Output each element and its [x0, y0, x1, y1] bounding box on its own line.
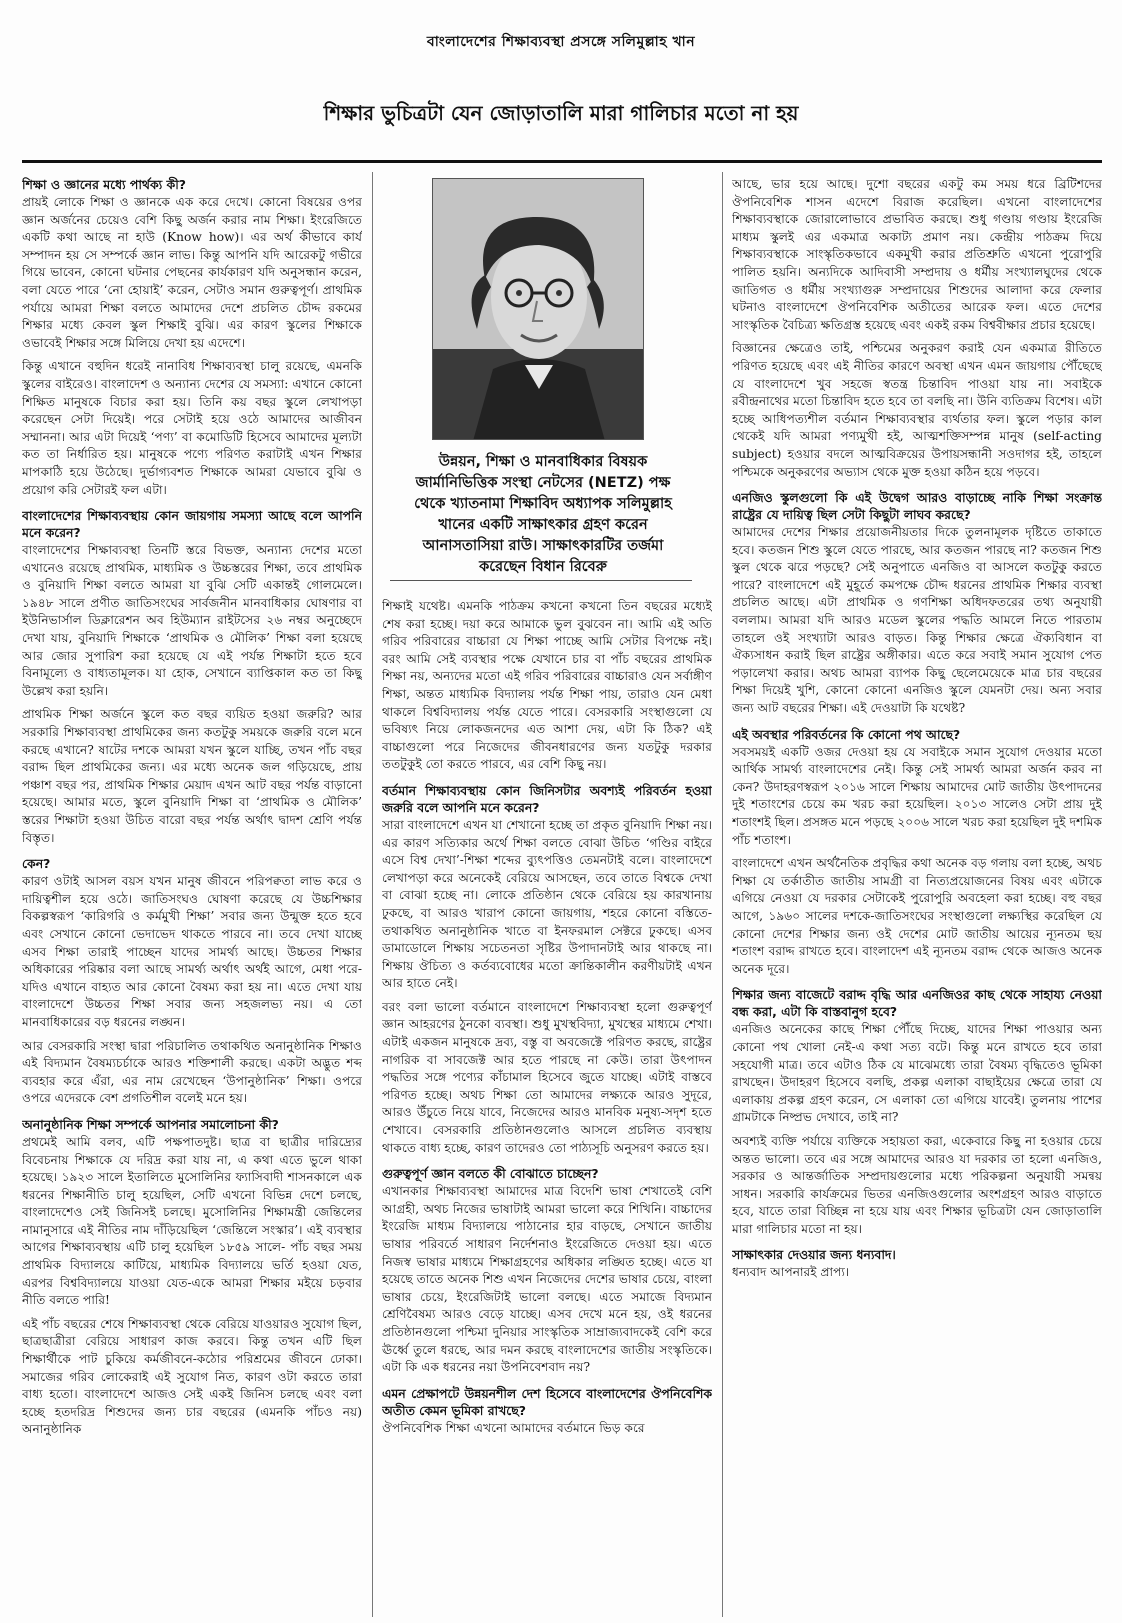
- answer-paragraph: শিক্ষাই যথেষ্ট। এমনকি পাঠক্রম কখনো কখনো তিন বছরের মধ্যেই শেষ করা হচ্ছে। দয়া করে আমাকে ভুল বুঝবেন না। আমি এই অতি গরিব পরিবারের বাচ্চারা যে শিক্ষা পাচ্ছে আমি সেটার বিপক্ষে নই। বরং আমি সেই ব্যবস্থার পক্ষে যেখানে চার বা পাঁচ বছরের প্রাথমিক শিক্ষা নয়, অন্যদের মতো এই গরিব পরিবারের বাচ্চারাও যেন সর্বাঙ্গীণ শিক্ষা, অন্তত মাধ্যমিক বিদ্যালয় পর্যন্ত শিক্ষা পায়, তারাও যেন মেধা থাকলে বিশ্ববিদ্যালয় পর্যন্ত যেতে পারে। বেসরকারি সংস্থাগুলো যে ভবিষ্যৎ নিয়ে লোকজনদের এত আশা দেয়, এটা কি ঠিক? এই বাচ্চাগুলো পরে নিজেদের জীবনধারণের জন্য যতটুকু দরকার ততটুকুই তো করতে পারবে, এর বেশি কিছু নয়।: [382, 599, 712, 772]
- column-1: [22, 176, 362, 1616]
- answer-paragraph: আর বেসরকারি সংস্থা দ্বারা পরিচালিত তথাকথিত অনানুষ্ঠানিক শিক্ষাও এই বিদ্যমান বৈষম্যচর্চাকে আরও শক্তিশালী করছে। একটা অদ্ভুত শব্দ ব্যবহার করে এঁরা, এর নাম রেখেছেন ‘উপানুষ্ঠানিক’ শিক্ষা। ওপরে ওপরে এদেরকে বেশ প্রগতিশীল বলেই মনে হয়।: [22, 1038, 362, 1106]
- question: এমন প্রেক্ষাপটে উন্নয়নশীল দেশ হিসেবে বাংলাদেশের ঔপনিবেশিক অতীত কেমন ভূমিকা রাখছে?: [382, 1385, 712, 1418]
- question: শিক্ষা ও জ্ঞানের মধ্যে পার্থক্য কী?: [22, 177, 186, 192]
- answer-paragraph: প্রথমেই আমি বলব, এটি পক্ষপাতদুষ্ট। ছাত্র বা ছাত্রীর দারিদ্র্যের বিবেচনায় শিক্ষাকে যে দরিদ্র করা যায় না, এ কথা এতে ভুলে থাকা হয়েছে। ১৯২৩ সালে ইতালিতে মুসোলিনির ফ্যাসিবাদী শাসনকালে এক ধরনের শিক্ষানীতি চালু হয়েছিল, সেটি এখনো বিভিন্ন দেশে চলছে, বাংলাদেশেও সেই জিনিসই চলছে। মুসোলিনির শিক্ষামন্ত্রী জেন্তিলের নামানুসারে এই নীতির নাম দাঁড়িয়েছিল ‘জেন্তিলে সংস্কার’। এই ব্যবস্থার আগের শিক্ষাব্যবস্থায় এটি চালু হয়েছিল ১৮৫৯ সালে- পাঁচ বছর সময় প্রাথমিক বিদ্যালয়ে কাটিয়ে, মাধ্যমিক বিদ্যালয়ে ভর্তি হওয়া যেত, এরপর বিশ্ববিদ্যালয়ে যাওয়া যেত-একে আমরা শিক্ষার মইয়ে চড়বার নীতি বলতে পারি!: [22, 1134, 362, 1308]
- column-3: [732, 176, 1102, 1616]
- qa-block: [22, 176, 362, 499]
- answer-paragraph: বিজ্ঞানের ক্ষেত্রেও তাই, পশ্চিমের অনুকরণ করাই যেন একমাত্র রীতিতে পরিণত হয়েছে এবং এই নীতির কারণে অবস্থা এখন এমন জায়গায় পৌঁছেছে যে বাংলাদেশে খুব সহজে স্বতন্ত্র চিন্তাবিদ পাওয়া যায় না। সবাইকে রবীন্দ্রনাথের মতো চিন্তাবিদ হতে হবে তা বলছি না। উনি ব্যতিক্রম বিশেষ। এটা হচ্ছে আধিপত্যশীল বর্তমান শিক্ষাব্যবস্থার ব্যর্থতার ফল। স্কুলে পড়ার কাল থেকেই যদি আমরা পণ্যমুখী হই, আত্মশক্তিসম্পন্ন মানুষ (self-acting subject) হওয়ার বদলে আত্মবিক্রয়ের উপায়সন্ধানী সওদাগর হই, তাহলে পশ্চিমকে অনুকরণের অভ্যাস থেকে মুক্ত হওয়া কঠিন হয়ে পড়বে।: [732, 341, 1102, 479]
- qa-block: [382, 782, 712, 1157]
- answer-paragraph: বরং বলা ভালো বর্তমানে বাংলাদেশে শিক্ষাব্যবস্থা হলো গুরুত্বপূর্ণ জ্ঞান আহরণের ঠুনকো ব্যবস্থা। শুধু মুখস্থবিদ্যা, মুখস্থের মাধ্যমে শেখা। এটাই একজন মানুষকে দ্রব্য, বস্তু বা অবজেক্টে পরিণত করছে, রাষ্ট্রের নাগরিক বা সাবজেক্ট আর হতে পারছে না কেউ। তারা উৎপাদন পদ্ধতির সঙ্গে পণ্যের কাঁচামাল হিসেবে জুতে যাচ্ছে। এটাই বাস্তবে পরিণত হচ্ছে। অথচ শিক্ষা তো আমাদের লক্ষ্যকে আরও সুদূরে, আরও উঁচুতে নিয়ে যাবে, নিজেদের আরও মানবিক মনুষ্য-সদৃশ হতে শেখাবে। বেসরকারি প্রতিষ্ঠানগুলোও আসলে প্রচলিত ব্যবস্থায় থাকতে বাধ্য হচ্ছে, কারণ তাদেরও তো পাঠ্যসূচি অনুসরণ করতে হয়।: [382, 999, 712, 1155]
- qa-block: [22, 1116, 362, 1439]
- column-divider: [722, 172, 723, 1617]
- question: বাংলাদেশের শিক্ষাব্যবস্থায় কোন জায়গায় সমস্যা আছে বলে আপনি মনে করেন?: [22, 508, 362, 541]
- answer-paragraph: সবসময়ই একটি ওজর দেওয়া হয় যে সবাইকে সমান সুযোগ দেওয়ার মতো আর্থিক সামর্থ্য বাংলাদেশের নেই। কিন্তু সেই সামর্থ্য আমরা অর্জন করব না কেন? উদাহরণস্বরূপ ২০১৬ সালে শিক্ষায় আমাদের মোট জাতীয় উৎপাদনের দুই শতাংশের চেয়ে কম খরচ করা হয়েছিল। ২০১৩ সালেও সেটা প্রায় দুই শতাংশই ছিল। প্রসঙ্গত মনে পড়ছে ২০০৬ সালে খরচ করা হয়েছিল দুই দশমিক পাঁচ শতাংশ।: [732, 744, 1102, 847]
- question: গুরুত্বপূর্ণ জ্ঞান বলতে কী বোঝাতে চাচ্ছেন?: [382, 1166, 599, 1182]
- qa-block: [732, 726, 1102, 979]
- question: বর্তমান শিক্ষাব্যবস্থায় কোন জিনিসটার অবশ্যই পরিবর্তন হওয়া জরুরি বলে আপনি মনে করেন?: [382, 782, 712, 815]
- qa-block: [22, 507, 362, 847]
- qa-block: [732, 986, 1102, 1238]
- column-divider: [372, 172, 373, 1617]
- question: এনজিও স্কুলগুলো কি এই উদ্বেগ আরও বাড়াচ্ছে নাকি শিক্ষা সংক্রান্ত রাষ্ট্রের যে দায়িত্ব ছিল সেটা কিছুটা লাঘব করছে?: [732, 490, 1102, 523]
- answer-paragraph: সারা বাংলাদেশে এখন যা শেখানো হচ্ছে তা প্রকৃত বুনিয়াদি শিক্ষা নয়। এর কারণ সত্যিকার অর্থে শিক্ষা বলতে বোঝা উচিত ‘গণ্ডির বাইরে এসে বিশ্ব দেখা’-শিক্ষা শব্দের ব্যুৎপত্তিও তেমনটাই বলে। বাংলাদেশে লেখাপড়া করে অনেকেই বেরিয়ে আসছেন, তবে তাতে বিশ্বকে দেখা বা বোঝা হচ্ছে না। লোকে প্রতিষ্ঠান থেকে বেরিয়ে হয় কারখানায় ঢুকছে, বা আরও খারাপ কোনো জায়গায়, শহরে কোনো বস্তিতে-তথাকথিত অনানুষ্ঠানিক খাতে বা ইনফরমাল সেক্টরে ঢুকছে। এসব ডামাডোলে শিক্ষায় সচেতনতা সৃষ্টির উপাদানটাই আর থাকছে না। শিক্ষায় ঔচিত্য ও কর্তব্যবোধের মতো ক্রান্তিকালীন করণীয়টাই এখন আর হাতে নেই।: [382, 817, 712, 991]
- question: কেন?: [22, 856, 51, 872]
- answer-paragraph: আছে, ভার হয়ে আছে। দুশো বছরের একটু কম সময় ধরে ব্রিটিশদের ঔপনিবেশিক শাসন এদেশে বিরাজ করেছিল। এখনো বাংলাদেশের শিক্ষাব্যবস্থাকে জোরালোভাবে প্রভাবিত করছে। শুধু গণ্ডায় গণ্ডায় ইংরেজি মাধ্যম স্কুলই এর একমাত্র অকাট্য প্রমাণ নয়। কেন্দ্রীয় পাঠক্রম দিয়ে শিক্ষাব্যবস্থাকে সাংস্কৃতিকভাবে একমুখী করার প্রতিশ্রুতি এখনো পুরোপুরি পালিত হয়নি। অন্যদিকে আদিবাসী সম্প্রদায় ও ধর্মীয় সংখ্যালঘুদের থেকে জাতিগত ও ধর্মীয় সংখ্যাগুরু সম্প্রদায়ের শিশুদের আলাদা করে ফেলার ঘটনাও বাংলাদেশে ঔপনিবেশিক অতীতের আরেক ফল। এতে দেশের সাংস্কৃতিক বৈচিত্র্য ক্ষতিগ্রস্ত হয়েছে এবং একই রকম বিশ্ববীক্ষার প্রচার হয়েছে।: [732, 177, 1102, 332]
- portrait-illustration: [433, 179, 644, 440]
- caption-rule: [390, 580, 692, 581]
- answer-paragraph: প্রাথমিক শিক্ষা অর্জনে স্কুলে কত বছর ব্যয়িত হওয়া জরুরি? আর সরকারি শিক্ষাব্যবস্থা প্রাথমিকের জন্য কতটুকু সময়কে জরুরি বলে মনে করছে এখানে? ষাটের দশকে আমরা যখন স্কুলে যাচ্ছি, তখন পাঁচ বছর বরাদ্দ ছিল প্রাথমিকের জন্য। এর মধ্যে অনেক জল গড়িয়েছে, প্রায় পঞ্চাশ বছর পর, প্রাথমিক শিক্ষার মেয়াদ এখন আট বছর পর্যন্ত বাড়ানো হয়েছে। আমার মতে, স্কুলে বুনিয়াদি শিক্ষা বা ‘প্রাথমিক ও মৌলিক’ স্তরের শিক্ষাটা হওয়া উচিত বারো বছর পর্যন্ত অর্থাৎ দ্বাদশ শ্রেণি পর্যন্ত বিস্তৃত।: [22, 707, 362, 845]
- answer-paragraph: বাংলাদেশের শিক্ষাব্যবস্থা তিনটি স্তরে বিভক্ত, অন্যান্য দেশের মতো এখানেও রয়েছে প্রাথমিক, মাধ্যমিক ও উচ্চস্তরের শিক্ষা, তবে প্রাথমিক ও বুনিয়াদি শিক্ষা বলতে আমরা যা বুঝি সেটি একান্তই গোলমেলে। ১৯৪৮ সালে প্রণীত জাতিসংঘের সার্বজনীন মানবাধিকার ঘোষণার বা ইউনিভার্সাল ডিক্লারেশন অব হিউম্যান রাইটসের ২৬ নম্বর অনুচ্ছেদে দেখা যায়, বুনিয়াদি শিক্ষাকে ‘প্রাথমিক ও মৌলিক’ শিক্ষা বলা হয়েছে আর জোর সুপারিশ করা হয়েছে যে এই পর্যন্ত শিক্ষাটা হতে হবে বিনামূল্যে ও বাধ্যতামূলক। যা হোক, সেখানে ব্যাপ্তিকাল কত তা কিছু উল্লেখ করা হয়নি।: [22, 543, 362, 698]
- column-2: [382, 598, 712, 1616]
- qa-block: [382, 1385, 712, 1438]
- header-rule: [22, 160, 1102, 163]
- headline: শিক্ষার ভুচিত্রটা যেন জোড়াতালি মারা গালিচার মতো না হয়: [323, 101, 799, 125]
- question: অনানুষ্ঠানিক শিক্ষা সম্পর্কে আপনার সমালোচনা কী?: [22, 1116, 279, 1132]
- kicker-line: বাংলাদেশের শিক্ষাব্যবস্থা প্রসঙ্গে সলিমুল্লাহ খান: [426, 34, 696, 50]
- answer-paragraph: এই পাঁচ বছরের শেষে শিক্ষাব্যবস্থা থেকে বেরিয়ে যাওয়ারও সুযোগ ছিল, ছাত্রছাত্রীরা বেরিয়ে সাধারণ কাজ করবে। কিন্তু তখন এটি ছিল শিক্ষার্থীকে পাট চুকিয়ে কর্মজীবনে-কঠোর পরিশ্রমের জীবনে ঢোকা। সমাজের গরিব লোকেরাই এই সুযোগ নিত, কারণ ওটা করতে তারা বাধ্য হতো। বাংলাদেশে আজও সেই একই জিনিস চলছে এবং বলা হচ্ছে হতদরিদ্র শিশুদের জন্য চার বছরের (এমনকি পাঁচও নয়) অনানুষ্ঠানিক: [22, 1316, 362, 1437]
- answer-paragraph: এনজিও অনেকের কাছে শিক্ষা পৌঁছে দিচ্ছে, যাদের শিক্ষা পাওয়ার অন্য কোনো পথ খোলা নেই-এ কথা সত্য বটে। কিন্তু মনে রাখতে হবে তারা সহযোগী মাত্র। তবে এটাও ঠিক যে মাঝেমধ্যে তারা বৈষম্য বৃদ্ধিতেও ভূমিকা রাখছেন। উদাহরণ হিসেবে বলছি, প্রকল্প এলাকা বাছাইয়ের ক্ষেত্রে তারা যে এলাকায় প্রকল্প গ্রহণ করেন, সে এলাকা তো এগিয়ে যাবেই। তুলনায় পাশের গ্রামটাকে নিষ্প্রভ দেখাবে, তাই না?: [732, 1022, 1102, 1125]
- question: সাক্ষাৎকার দেওয়ার জন্য ধন্যবাদ।: [732, 1247, 896, 1263]
- qa-block: [382, 1165, 712, 1377]
- answer-paragraph: কিন্তু এখানে বহুদিন ধরেই নানাবিধ শিক্ষাব্যবস্থা চালু রয়েছে, এমনকি স্কুলের বাইরেও। বাংলাদেশ ও অন্যান্য দেশের যে সমস্যা: এখানে কোনো শিক্ষিত মানুষকে বিচার করা হয়। তিনি কয় বছর স্কুলে লেখাপড়া করেছেন সেটা দিয়েই। পরে সেটাই হয়ে ওঠে আমাদের আজীবন সম্মাননা। আর এটা দিয়েই ‘পণ্য’ বা কমোডিটি হিসেবে আমাদের মূল্যটা কত তা নির্ধারিত হয়। মানুষকে পণ্যে পরিণত করাটাই এখন শিক্ষার মাপকাঠি হয়ে উঠেছে। দুর্ভাগ্যবশত শিক্ষাকে আমরা যেভাবে বুঝি ও প্রয়োগ করি সেটারই ফল এটা।: [22, 359, 362, 497]
- answer-paragraph: আমাদের দেশের শিক্ষার প্রয়োজনীয়তার দিকে তুলনামূলক দৃষ্টিতে তাকাতে হবে। কতজন শিশু স্কুলে যেতে পারছে, আর কতজন পারছে না? কতজন শিশু স্কুল থেকে ঝরে পড়ছে? সেই অনুপাতে এনজিও বা আসলে কতটুকু করতে পারে? বাংলাদেশে এই মুহূর্তে কমপক্ষে চৌদ্দ ধরনের প্রাথমিক শিক্ষার ব্যবস্থা প্রচলিত আছে। এটা প্রাথমিক ও গণশিক্ষা অধিদফতরের তথ্য অনুযায়ী বললাম। আমরা যদি আরও মডেল স্কুলের পদ্ধতি আমলে নিতে পারতাম তাহলে ওই সংখ্যাটা আরও বাড়ত। কিন্তু শিক্ষার ক্ষেত্রে ঐক্যবিধান বা ঐক্যসাধন করাই ছিল রাষ্ট্রের অঙ্গীকার। এতে করে সবাই সমান সুযোগ পেত পড়ালেখা করার। অথচ আমরা ব্যাপক কিছু ছেলেমেয়েকে মাত্র চার বছরের শিক্ষা দিয়েই খুশি, কোনো কোনো এনজিও স্কুলে যেমনটা দেয়। অন্য সবার জন্য আট বছরের শিক্ষা। এই দেওয়াটা কি যথেষ্ট?: [732, 525, 1102, 716]
- question: এই অবস্থার পরিবর্তনের কি কোনো পথ আছে?: [732, 726, 961, 742]
- photo-caption: উন্নয়ন, শিক্ষা ও মানবাধিকার বিষয়ক জার্মানিভিত্তিক সংস্থা নেটসের (NETZ) পক্ষ থেকে খ্যাতনামা শিক্ষাবিদ অধ্যাপক সলিমুল্লাহ খানের একটি সাক্ষাৎকার গ্রহণ করেন আনাসতাসিয়া রাউ। সাক্ষাৎকারটির তর্জমা করেছেন বিধান রিবেরু: [414, 454, 672, 575]
- answer-paragraph: কারণ ওটাই আসল বয়স যখন মানুষ জীবনে পরিপক্বতা লাভ করে ও দায়িত্বশীল হয়ে ওঠে। জাতিসংঘও ঘোষণা করেছে যে উচ্চশিক্ষার বিকল্পস্বরূপ ‘কারিগরি ও কর্মমুখী শিক্ষা’ সবার জন্য উন্মুক্ত হতে হবে এবং সেখানে কোনো ভেদাভেদ থাকতে পারবে না। তবে দেখা যাচ্ছে এসব শিক্ষা তারাই পাচ্ছেন যাদের সামর্থ্য আছে। উচ্চতর শিক্ষার অধিকারের পরিষ্কার বলা আছে সামর্থ্য অর্থাৎ অর্থই আগে, মেধা পরে-যদিও এখানে বাহ্যত আর কোনো বৈষম্য করা হয় না। এতে দেখা যায় বাংলাদেশে উচ্চতর শিক্ষা সবার জন্য সহজলভ্য নয়। এ তো মানবাধিকারের বড় ধরনের লঙ্ঘন।: [22, 874, 362, 1029]
- qa-block: [732, 1246, 1102, 1282]
- portrait-photo: [432, 178, 644, 440]
- answer-paragraph: অবশ্যই ব্যক্তি পর্যায়ে ব্যক্তিকে সহায়তা করা, একেবারে কিছু না হওয়ার চেয়ে অন্তত ভালো। তবে এর সঙ্গে আমাদের আরও যা দরকার তা হলো এনজিও, সরকার ও আন্তর্জাতিক সম্প্রদায়গুলোর মধ্যে পরিকল্পনা অনুযায়ী সমন্বয় সাধন। সরকারি কার্যক্রমের ভিতর এনজিওগুলোর অংশগ্রহণ আরও বাড়াতে হবে, যাতে তারা বিচ্ছিন্ন না হয়ে যায় এবং শিক্ষার ভূচিত্রটা যেন জোড়াতালি মারা গালিচার মতো না হয়।: [732, 1133, 1102, 1236]
- answer-paragraph: এখানকার শিক্ষাব্যবস্থা আমাদের মাত্র বিদেশি ভাষা শেখাতেই বেশি আগ্রহী, অথচ নিজের ভাষাটাই আমরা ভালো করে শিখিনি। বাচ্চাদের ইংরেজি মাধ্যম বিদ্যালয়ে পাঠানোর হার বাড়ছে, সেখানে জাতীয় ভাষার পরিবর্তে সাধারণ নির্দেশনাও ইংরেজিতে দেওয়া হয়। এতে নিজস্ব ভাষার মাধ্যমে শিক্ষাগ্রহণের অধিকার লঙ্ঘিত হচ্ছে। এতে যা হয়েছে তাতে অনেক শিশু এখন নিজেদের দেশের ভাষার চেয়ে, বাংলা ভাষার চেয়ে, ইংরেজিটাই ভালো বলছে। এতে সমাজে বিদ্যমান শ্রেণিবৈষম্য আরও বেড়ে যাচ্ছে। এসব দেখে মনে হয়, ওই ধরনের প্রতিষ্ঠানগুলো পশ্চিমা দুনিয়ার সাংস্কৃতিক সাম্রাজ্যবাদকেই বেশি করে ঊর্ধ্বে তুলে ধরছে, আর দমন করছে বাংলাদেশের জাতীয় সংস্কৃতিকে। এটা কি এক ধরনের নয়া উপনিবেশবাদ নয়?: [382, 1184, 712, 1375]
- answer-paragraph: ধন্যবাদ আপনারই প্রাপ্য।: [732, 1265, 850, 1280]
- answer-paragraph: বাংলাদেশে এখন অর্থনৈতিক প্রবৃদ্ধির কথা অনেক বড় গলায় বলা হচ্ছে, অথচ শিক্ষা যে তর্কাতীত জাতীয় সামগ্রী বা নিত্যপ্রয়োজনের বিষয় এবং এটাকে এগিয়ে নেওয়া যে দরকার সেটাকেই পুরোপুরি অবহেলা করা হচ্ছে। বহু বছর আগে, ১৯৬০ সালের দশকে-জাতিসংঘের সংস্থাগুলো লক্ষ্যস্থির করেছিল যে কোনো দেশের শিক্ষার জন্য ওই দেশের মোট জাতীয় আয়ের ন্যূনতম ছয় শতাংশ বরাদ্দ রাখতে হবে। বাংলাদেশ এই ন্যূনতম বরাদ্দ থেকে আজও অনেক অনেক দূরে।: [732, 856, 1102, 976]
- answer-paragraph: ঔপনিবেশিক শিক্ষা এখনো আমাদের বর্তমানে ভিড় করে: [382, 1420, 645, 1435]
- question: শিক্ষার জন্য বাজেটে বরাদ্দ বৃদ্ধি আর এনজিওর কাছ থেকে সাহায্য নেওয়া বন্ধ করা, এটা কি বাস্তবানুগ হবে?: [732, 987, 1102, 1020]
- qa-block: [22, 855, 362, 1108]
- qa-block: [732, 489, 1102, 718]
- answer-paragraph: প্রায়ই লোকে শিক্ষা ও জ্ঞানকে এক করে দেখে। কোনো বিষয়ের ওপর জ্ঞান অর্জনের চেয়েও বেশি কিছু অর্জন করার নাম শিক্ষা। ইংরেজিতে একটি কথা আছে না হাউ (Know how)। এর অর্থ কীভাবে কার্য সম্পাদন হয় সে সম্পর্কে জ্ঞান লাভ। কিন্তু আপনি যদি আরেকটু গভীরে গিয়ে ভাবেন, কোনো ঘটনার পেছনের কার্যকারণ যদি অনুসন্ধান করেন, বলা যেতে পারে ‘নো হোয়াই’ করেন, সেটাও সমান গুরুত্বপূর্ণ। প্রাথমিক পর্যায়ে আমরা শিক্ষা বলতে আমাদের দেশে প্রচলিত চৌদ্দ রকমের শিক্ষার মধ্যে কেবল স্কুল শিক্ষাই বুঝি। এর কারণ স্কুলের শিক্ষাকে ওভাবেই শিক্ষার সঙ্গে মিলিয়ে দেখা হয় এদেশে।: [22, 195, 362, 350]
